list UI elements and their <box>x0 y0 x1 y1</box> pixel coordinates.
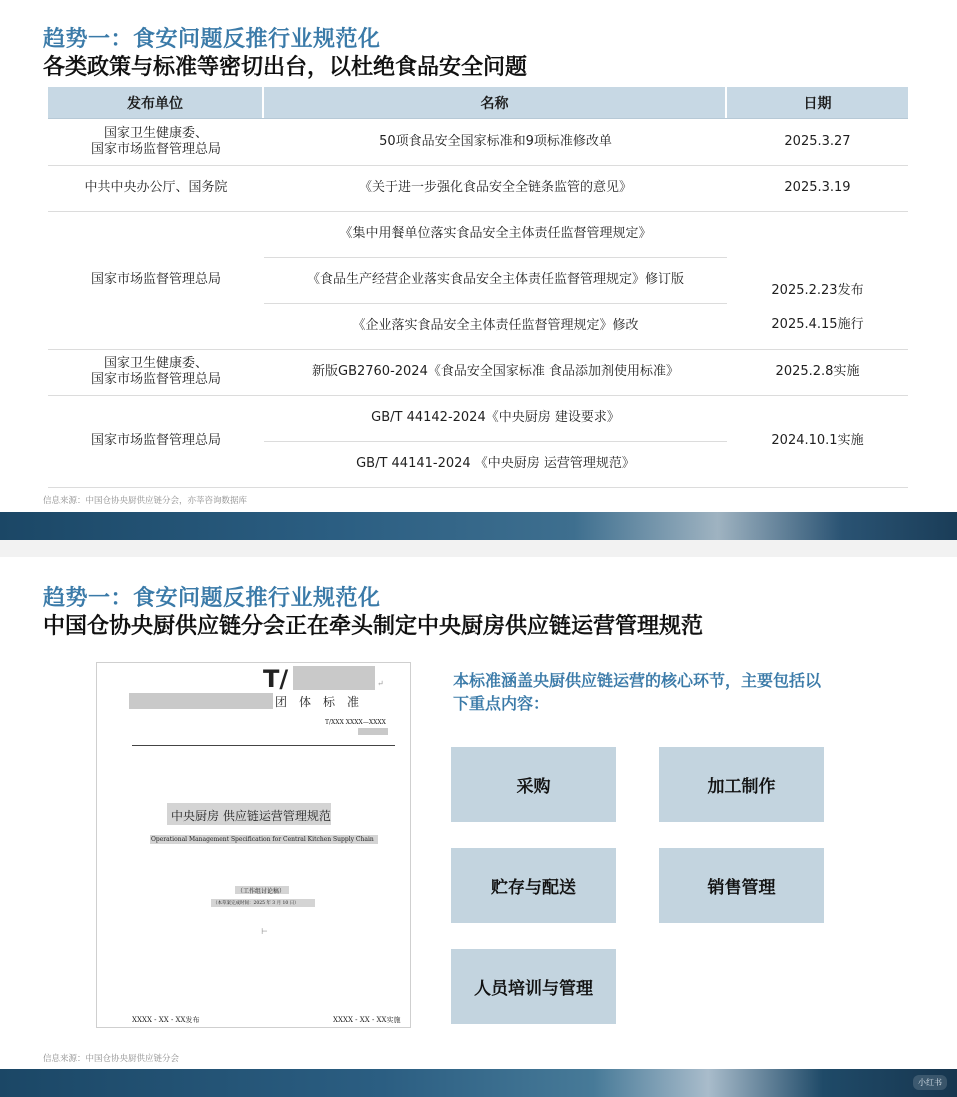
return-mark: ↵ <box>377 679 384 688</box>
doc-rule <box>132 745 395 746</box>
header-unit: 发布单位 <box>48 87 264 118</box>
table-cell-name: GB/T 44141-2024 《中央厨房 运营管理规范》 <box>356 456 635 471</box>
content-box-training: 人员培训与管理 <box>451 949 616 1024</box>
table-cell-date: 2025.2.23发布 <box>771 283 864 298</box>
table-cell-name: 新版GB2760-2024《食品安全国家标准 食品添加剂使用标准》 <box>312 364 679 379</box>
table-cell-name: 《食品生产经营企业落实食品安全主体责任监督管理规定》修订版 <box>306 272 684 287</box>
content-box-processing: 加工制作 <box>659 747 824 822</box>
watermark: 小红书 <box>913 1075 947 1090</box>
table-cell-unit: 中共中央办公厅、国务院 <box>84 180 228 195</box>
slide2-headline: 中国仓协央厨供应链分会正在牵头制定中央厨房供应链运营管理规范 <box>43 614 704 639</box>
slide1-headline: 各类政策与标准等密切出台，以杜绝食品安全问题 <box>43 55 528 80</box>
doc-title-cn: 中央厨房 供应链运营管理规范 <box>171 809 331 823</box>
return-mark: ⊢ <box>261 927 268 936</box>
doc-t-mark: T/ <box>263 665 289 693</box>
table-cell-name: 《企业落实食品安全主体责任监督管理规定》修改 <box>352 318 639 333</box>
doc-code: T/XXX XXXX—XXXX <box>325 719 386 726</box>
table-cell-name: GB/T 44142-2024《中央厨房 建设要求》 <box>371 410 620 425</box>
doc-implement: XXXX - XX - XX实施 <box>333 1016 401 1024</box>
doc-group-standard: 团 体 标 准 <box>275 695 360 709</box>
table-header <box>48 87 908 119</box>
slide2-source: 信息来源：中国仓协央厨供应链分会 <box>43 1054 180 1064</box>
content-box-storage-delivery: 贮存与配送 <box>451 848 616 923</box>
table-cell-date: 2025.4.15施行 <box>771 317 864 332</box>
standard-intro: 本标准涵盖央厨供应链运营的核心环节，主要包括以下重点内容： <box>453 671 822 713</box>
table-cell-name: 《集中用餐单位落实食品安全主体责任监督管理规定》 <box>339 226 652 241</box>
header-name: 名称 <box>264 87 727 118</box>
table-cell-unit: 国家卫生健康委、 国家市场监督管理总局 <box>90 126 221 157</box>
table-cell-date: 2025.2.8实施 <box>775 364 860 379</box>
content-box-procurement: 采购 <box>451 747 616 822</box>
policy-table <box>48 87 908 471</box>
table-cell-date: 2025.3.27 <box>784 134 851 149</box>
header-date: 日期 <box>803 95 832 112</box>
doc-draft-note: （本草案完成时间：2025 年 3 月 10 日） <box>213 901 299 906</box>
doc-title-en: Operational Management Specification for Central Kitchen Supply Chain <box>151 836 374 843</box>
slide-gap <box>0 540 957 557</box>
table-cell-name: 50项食品安全国家标准和9项标准修改单 <box>379 134 612 149</box>
doc-draft: （工作组讨论稿） <box>237 888 286 895</box>
standard-document-preview <box>96 662 411 1028</box>
footer-band <box>0 512 957 540</box>
slide2-kicker: 趋势一：食安问题反推行业规范化 <box>43 586 381 611</box>
table-cell-date: 2025.3.19 <box>784 180 851 195</box>
row-divider <box>48 487 908 488</box>
redacted-block <box>293 666 375 690</box>
slide-policy-table <box>0 0 957 540</box>
slide1-kicker: 趋势一：食安问题反推行业规范化 <box>43 27 381 52</box>
table-cell-date: 2024.10.1实施 <box>771 433 864 448</box>
footer-band <box>0 1069 957 1097</box>
table-cell-name: 《关于进一步强化食品安全全链条监管的意见》 <box>358 180 632 195</box>
doc-publish: XXXX - XX - XX发布 <box>132 1016 200 1024</box>
table-cell-unit: 国家市场监督管理总局 <box>90 433 221 448</box>
slide-standard-preview <box>0 557 957 1097</box>
content-box-sales: 销售管理 <box>659 848 824 923</box>
slide1-source: 信息来源：中国仓协央厨供应链分会，亦莘咨询数据库 <box>43 496 248 506</box>
table-cell-unit: 国家市场监督管理总局 <box>90 272 221 287</box>
table-cell-unit: 国家卫生健康委、 国家市场监督管理总局 <box>90 356 221 387</box>
redacted-block <box>358 728 388 735</box>
redacted-block <box>129 693 273 709</box>
